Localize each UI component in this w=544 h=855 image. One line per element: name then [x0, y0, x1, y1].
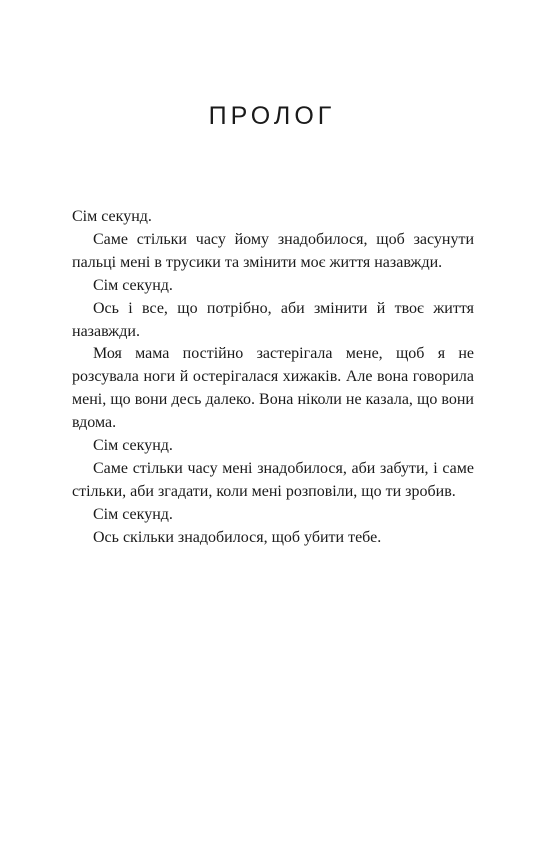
paragraph: Сім секунд. [93, 437, 173, 455]
chapter-body [72, 206, 474, 550]
paragraph: Сім секунд. [93, 276, 173, 294]
paragraph: Саме стільки часу йому знадобилося, щоб засунути пальці мені в трусики та змінити моє життя назавжди. [72, 230, 474, 271]
paragraph: Моя мама постійно застерігала мене, щоб я не розсувала ноги й остерігалася хижаків. Але вона говорила мені, що вони десь далеко. Вона ніколи не казала, що вони вдома. [72, 345, 474, 432]
paragraph: Ось і все, що потрібно, аби змінити й твоє життя назавжди. [72, 299, 474, 340]
paragraph: Ось скільки знадобилося, щоб убити тебе. [93, 528, 382, 546]
paragraph: Сім секунд. [93, 505, 173, 523]
chapter-title: ПРОЛОГ [208, 102, 336, 130]
paragraph: Саме стільки часу мені знадобилося, аби забути, і саме стільки, аби згадати, коли мені розповіли, що ти зробив. [72, 459, 474, 500]
paragraph: Сім секунд. [72, 208, 152, 225]
